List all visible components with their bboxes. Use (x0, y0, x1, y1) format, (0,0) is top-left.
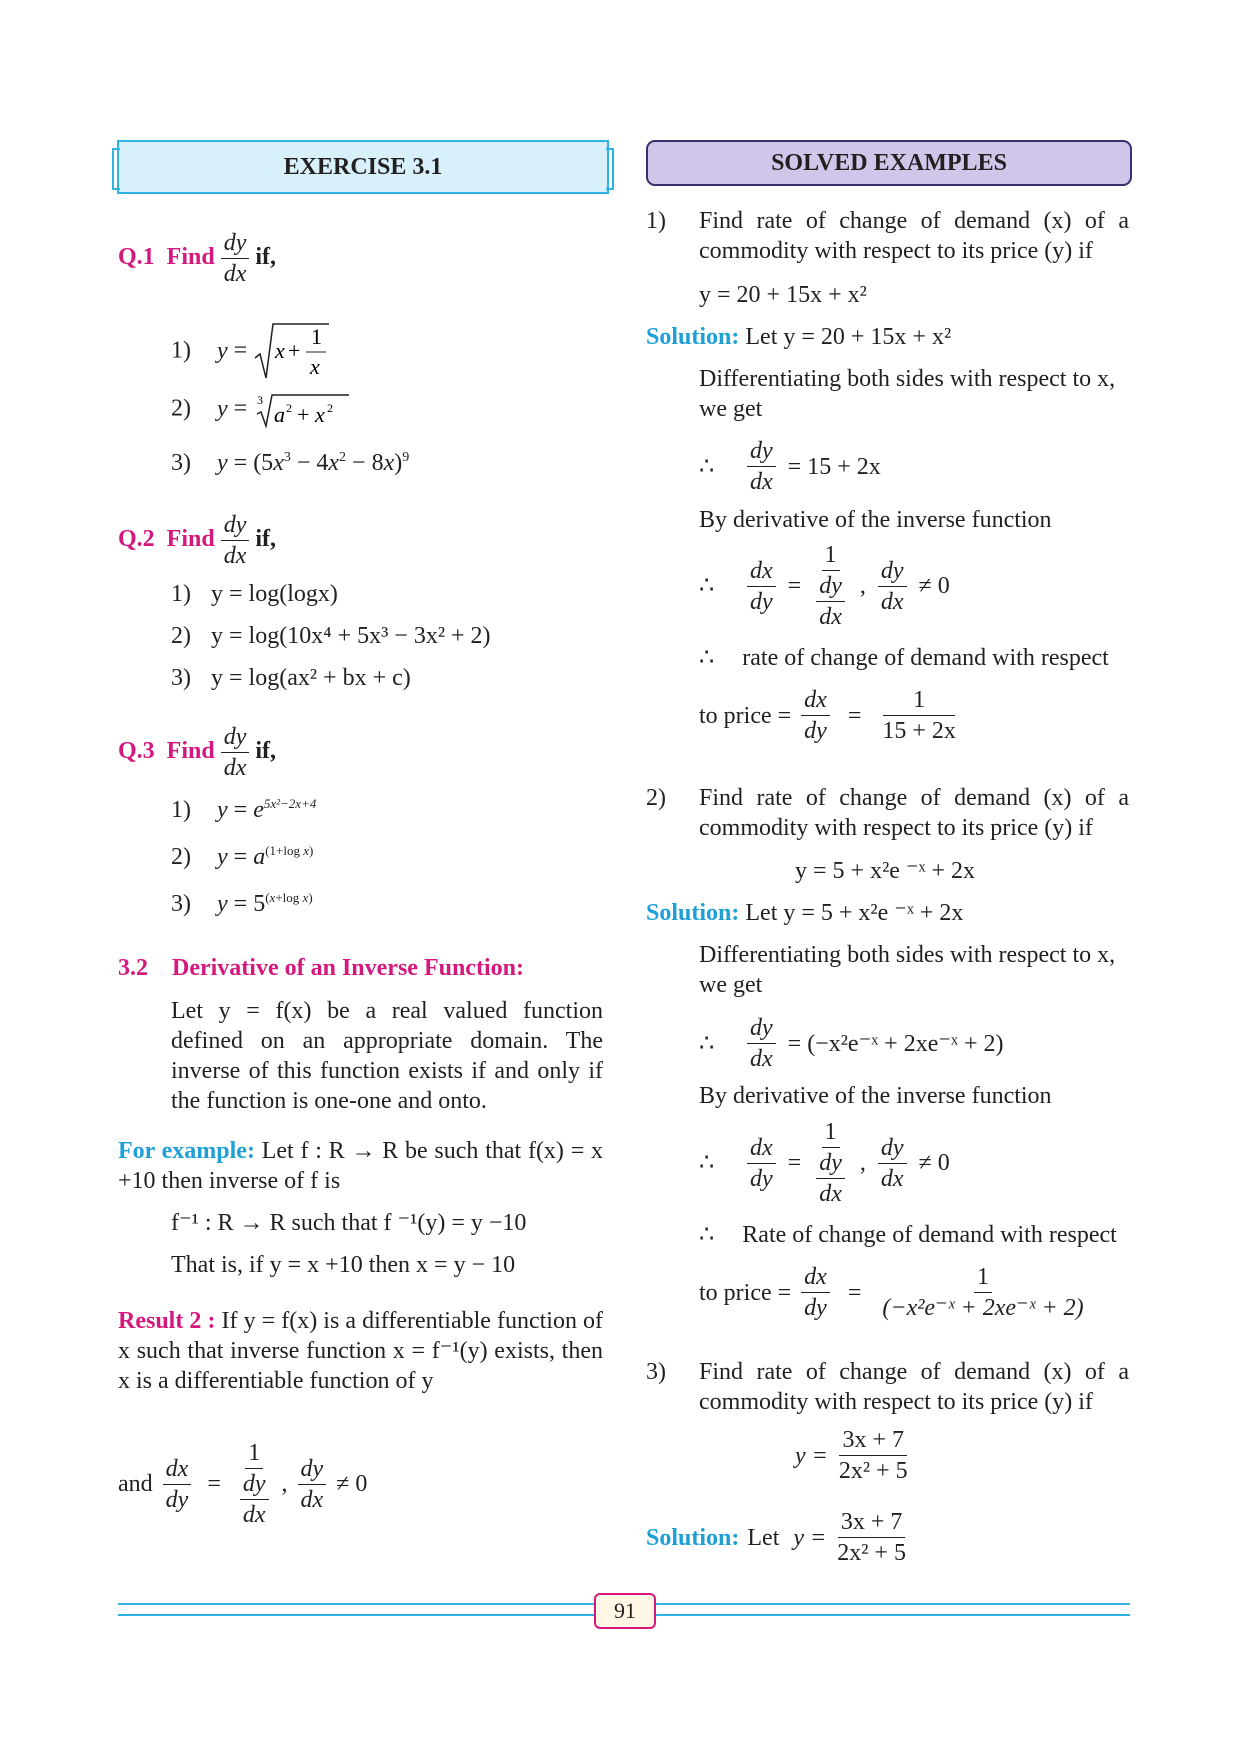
svg-text:x: x (315, 402, 325, 427)
q2-item-3 (171, 663, 411, 693)
cube-root-expression (253, 392, 353, 428)
svg-text:2: 2 (327, 401, 334, 415)
rate-of-change-line (699, 643, 1109, 673)
ex3-numerator: 3x + 7 (839, 1425, 907, 1456)
sqrt-expression (253, 322, 329, 382)
ex3-numerator: 3x + 7 (838, 1507, 906, 1538)
q3-item-1-num: 1) (171, 797, 191, 823)
to-price: to price = (699, 702, 792, 729)
intro-paragraph: Let y = f(x) be a real valued function defined on an appropriate domain. The inverse of this function exists if and only if the function is one-one and onto. (171, 998, 603, 1114)
therefore-symbol: ∴ (699, 645, 715, 671)
example-3-text: Find rate of change of demand (x) of a commodity with respect to its price (y) if (699, 1359, 1129, 1415)
q1-item-3: 3) $y = (5x^3 - 4x^2 - 8x)^9$ (171, 450, 410, 476)
example-2-number: 2) (646, 785, 666, 811)
example-1-derivative: ∴ $\frac{dy}{dx}$ = 15 + 2x (699, 438, 881, 495)
q1-item-1: 1) y = x + 1 x (171, 322, 329, 382)
one: 1 (974, 1262, 992, 1293)
for-example (118, 1136, 603, 1196)
derivative-value: = (−x²e⁻ˣ + 2xe⁻ˣ + 2) (787, 1030, 1004, 1057)
derivative-value: = 15 + 2x (787, 453, 881, 480)
svg-text:x: x (275, 338, 285, 363)
page-number-text: 91 (614, 1598, 636, 1623)
q2-dy: dy (221, 510, 250, 541)
example-2-result: to price = $\frac{dx}{dy}$ = $\frac{1}{\text{(−x²e⁻ˣ + 2xe⁻ˣ + 2)}}$ (699, 1262, 1087, 1323)
not-equal-zero: ≠ 0 (336, 1471, 368, 1497)
q2-item-3-num: 3) (171, 665, 191, 691)
q1-label: Q.1 (118, 244, 155, 271)
example-2-derivative: ∴ $\frac{dy}{dx}$ = (−x²e⁻ˣ + 2xe⁻ˣ + 2) (699, 1015, 1004, 1072)
q3-dydx (221, 722, 250, 783)
q2-dx: dx (223, 543, 247, 569)
y-equals: y = (795, 1442, 828, 1469)
one: 1 (883, 685, 955, 716)
q3-item-2-num: 2) (171, 844, 191, 870)
therefore-symbol: ∴ (699, 453, 715, 480)
example-3-number: 3) (646, 1359, 666, 1385)
one: 1 (822, 1117, 840, 1148)
therefore-symbol: ∴ (699, 1030, 715, 1057)
for-example-label: For example: (118, 1138, 255, 1164)
solution-let: Let y = 5 + x²e ⁻ˣ + 2x (745, 900, 964, 926)
q3-label: Q.3 (118, 738, 155, 765)
result-label: Result 2 : (118, 1308, 216, 1334)
solution-let: Let y = 20 + 15x + x² (745, 324, 952, 350)
q2-item-2-num: 2) (171, 623, 191, 649)
q3-find: Find (166, 738, 215, 765)
not-equal-zero: ≠ 0 (918, 1150, 950, 1176)
example-2-equation: y = 5 + x²e ⁻ˣ + 2x (795, 858, 976, 884)
q1-dy: dy (221, 228, 250, 259)
section-3-2-heading (118, 953, 524, 983)
q2-item-1 (171, 579, 338, 609)
svg-text:1: 1 (311, 324, 323, 349)
svg-text:a: a (274, 402, 286, 427)
example-2-inverse-formula: ∴ $\frac{dx}{dy}$ = $\frac{1}{\frac{dy}{dx}}$ , $\frac{dy}{dx}$ ≠ 0 (699, 1119, 950, 1207)
rate-of-change-line-2 (699, 1220, 1117, 1250)
therefore-symbol: ∴ (699, 573, 715, 599)
solution-label: Solution: (646, 900, 740, 926)
q3-item-2: 2) $y = a^{(1+log x)}$ (171, 843, 314, 870)
exercise-header (117, 140, 609, 194)
q1-item-2: 2) y = 3 a 2 + x 2 (171, 392, 353, 428)
therefore-symbol: ∴ (699, 1150, 715, 1176)
example-3-solution (646, 1507, 909, 1568)
q2-dydx (221, 510, 250, 571)
q2-label: Q.2 (118, 526, 155, 553)
section-title: Derivative of an Inverse Function: (172, 955, 524, 981)
solved-examples-header (646, 140, 1132, 186)
inverse-line: f⁻¹ : R → R such that f ⁻¹(y) = y −10 (171, 1210, 527, 1236)
q2-heading (118, 510, 276, 571)
dxdy-frac: $\frac{dx}{dy}$ (163, 1454, 192, 1515)
let-word: Let (747, 1524, 780, 1551)
example-1-result: to price = $\frac{dx}{dy}$ = $\frac{1}{15 + 2x}$ (699, 685, 959, 746)
q2-item-1-text: y = log(logx) (211, 581, 338, 607)
svg-text:+: + (297, 402, 310, 427)
q3-heading (118, 722, 276, 783)
for-example-text: Let f : R → R be such that f(x) = x +10 then inverse of f is (118, 1138, 603, 1194)
that-is-line: That is, if y = x +10 then x = y − 10 (171, 1252, 516, 1278)
solved-title: SOLVED EXAMPLES (771, 150, 1007, 176)
rate-text: Rate of change of demand with respect (742, 1222, 1117, 1248)
page-number (594, 1593, 656, 1629)
svg-text:x: x (310, 354, 320, 379)
example-1-inverse-formula: ∴ $\frac{dx}{dy}$ = $\frac{1}{\frac{dy}{dx}}$ , $\frac{dy}{dx}$ ≠ 0 (699, 542, 950, 630)
q3-dx: dx (223, 755, 247, 781)
example-1-number: 1) (646, 208, 666, 234)
svg-text:3: 3 (257, 393, 264, 407)
q1-if: if, (255, 244, 277, 271)
by-inverse-text: By derivative of the inverse function (699, 507, 1052, 533)
to-price: to price = (699, 1279, 792, 1306)
by-inverse-text: By derivative of the inverse function (699, 1083, 1052, 1109)
solution-label: Solution: (646, 1524, 740, 1551)
q1-dydx (221, 228, 250, 289)
ex3-denominator: 2x² + 5 (837, 1540, 906, 1566)
rate-text: rate of change of demand with respect (742, 645, 1109, 671)
one: 1 (245, 1438, 263, 1469)
example-2-text: Find rate of change of demand (x) of a commodity with respect to its price (y) if (699, 785, 1129, 841)
result-text: If y = f(x) is a differentiable function of x such that inverse function x = f⁻¹(y) exists, then x is a differentiable function of y (118, 1308, 604, 1394)
q2-item-3-text: y = log(ax² + bx + c) (211, 665, 411, 691)
example-3-equation (795, 1425, 911, 1486)
result-2 (118, 1306, 603, 1396)
q2-find: Find (166, 526, 215, 553)
q3-item-1: 1) $y = e^{5x^2-2x+4}$ (171, 796, 317, 823)
q2-item-1-num: 1) (171, 581, 191, 607)
result-denominator: 15 + 2x (882, 718, 956, 744)
svg-text:+: + (288, 338, 301, 363)
differentiating-text: Differentiating both sides with respect to x, we get (699, 366, 1116, 422)
q2-if: if, (255, 526, 277, 553)
q1-item-1-num: 1) (171, 337, 191, 364)
therefore-symbol: ∴ (699, 1222, 715, 1248)
one: 1 (822, 540, 840, 571)
q2-item-2-text: y = log(10x⁴ + 5x³ − 3x² + 2) (211, 623, 491, 649)
example-1-equation: y = 20 + 15x + x² (699, 282, 867, 308)
q1-find: Find (166, 244, 215, 271)
section-number: 3.2 (118, 955, 148, 981)
differentiating-text: Differentiating both sides with respect to x, we get (699, 942, 1116, 998)
example-1-solution (646, 322, 951, 352)
result-formula: and $\frac{dx}{dy}$ = $\frac{1}{\frac{dy}{dx}}$ , $\frac{dy}{dx}$ ≠ 0 (118, 1440, 368, 1528)
q3-item-3: 3) $y = 5^{(x+log x)}$ (171, 890, 313, 917)
not-equal-zero: ≠ 0 (918, 573, 950, 599)
example-2-solution (646, 898, 963, 928)
q1-item-3-num: 3) (171, 450, 191, 476)
solution-label: Solution: (646, 324, 740, 350)
dydx-frac: $\frac{dy}{dx}$ (298, 1454, 327, 1515)
q1-dx: dx (223, 261, 247, 287)
q3-if: if, (255, 738, 277, 765)
q3-dy: dy (221, 722, 250, 753)
q3-item-3-num: 3) (171, 891, 191, 917)
exercise-title: EXERCISE 3.1 (283, 154, 443, 180)
q1-heading (118, 228, 276, 289)
result-denominator: (−x²e⁻ˣ + 2xe⁻ˣ + 2) (882, 1295, 1084, 1321)
q1-item-2-num: 2) (171, 395, 191, 422)
svg-text:2: 2 (286, 401, 293, 415)
inverse-frac: $\frac{1}{\frac{dy}{dx}}$ (237, 1438, 272, 1530)
ex3-denominator: 2x² + 5 (838, 1458, 908, 1484)
example-1-text: Find rate of change of demand (x) of a commodity with respect to its price (y) if (699, 208, 1129, 264)
y-equals: y = (793, 1524, 827, 1551)
q2-item-2 (171, 621, 491, 651)
and-word: and (118, 1471, 153, 1497)
